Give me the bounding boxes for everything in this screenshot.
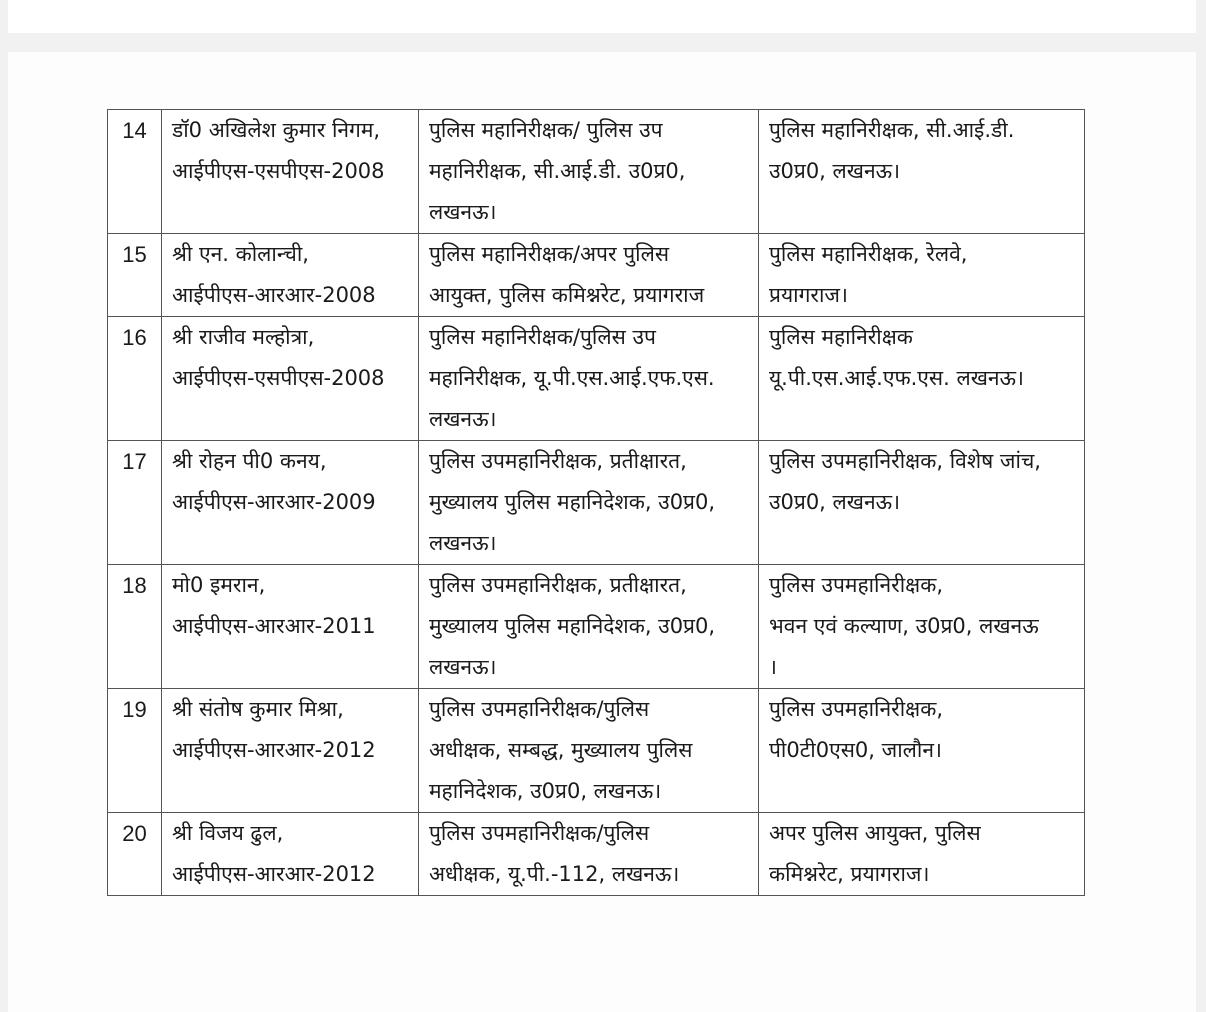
officer-name: श्री राजीव मल्होत्रा, bbox=[172, 325, 315, 349]
current-posting-line: महानिदेशक, उ0प्र0, लखनऊ। bbox=[429, 779, 662, 803]
officer-name: श्री विजय ढुल, bbox=[172, 821, 284, 845]
current-posting-line: लखनऊ। bbox=[429, 200, 497, 224]
officer-name-cell bbox=[162, 813, 419, 896]
new-posting-line: । bbox=[769, 655, 777, 679]
current-posting-line: पुलिस महानिरीक्षक/पुलिस उप bbox=[429, 325, 656, 349]
table-row bbox=[108, 813, 1085, 896]
current-posting-cell bbox=[419, 441, 759, 565]
officer-name-cell bbox=[162, 317, 419, 441]
new-posting-cell bbox=[759, 110, 1085, 234]
table-row bbox=[108, 234, 1085, 317]
serial-number: 20 bbox=[108, 813, 162, 896]
new-posting-line: पुलिस महानिरीक्षक bbox=[769, 325, 913, 349]
serial-number: 16 bbox=[108, 317, 162, 441]
officer-name: श्री संतोष कुमार मिश्रा, bbox=[172, 697, 344, 721]
table-row bbox=[108, 689, 1085, 813]
serial-number: 19 bbox=[108, 689, 162, 813]
table-row bbox=[108, 441, 1085, 565]
current-posting-line: अधीक्षक, सम्बद्ध, मुख्यालय पुलिस bbox=[429, 738, 693, 762]
new-posting-line: पुलिस उपमहानिरीक्षक, bbox=[769, 697, 944, 721]
current-posting-line: अधीक्षक, यू.पी.-112, लखनऊ। bbox=[429, 862, 680, 886]
officer-name-cell bbox=[162, 234, 419, 317]
officer-name-cell bbox=[162, 110, 419, 234]
new-posting-line: अपर पुलिस आयुक्त, पुलिस bbox=[769, 821, 981, 845]
current-posting-cell bbox=[419, 234, 759, 317]
new-posting-line: पी0टी0एस0, जालौन। bbox=[769, 738, 942, 762]
serial-number: 14 bbox=[108, 110, 162, 234]
new-posting-cell bbox=[759, 234, 1085, 317]
current-posting-line: आयुक्त, पुलिस कमिश्नरेट, प्रयागराज bbox=[429, 283, 705, 307]
current-posting-line: पुलिस उपमहानिरीक्षक, प्रतीक्षारत, bbox=[429, 573, 687, 597]
current-posting-line: पुलिस उपमहानिरीक्षक, प्रतीक्षारत, bbox=[429, 449, 687, 473]
current-posting-line: मुख्यालय पुलिस महानिदेशक, उ0प्र0, bbox=[429, 614, 716, 638]
officer-batch: आईपीएस-आरआर-2012 bbox=[172, 738, 376, 762]
current-posting-cell bbox=[419, 565, 759, 689]
officer-batch: आईपीएस-आरआर-2011 bbox=[172, 614, 376, 638]
table-row bbox=[108, 565, 1085, 689]
officer-name-cell bbox=[162, 565, 419, 689]
officer-batch: आईपीएस-एसपीएस-2008 bbox=[172, 159, 385, 183]
officer-batch: आईपीएस-आरआर-2009 bbox=[172, 490, 376, 514]
current-posting-line: पुलिस उपमहानिरीक्षक/पुलिस bbox=[429, 697, 650, 721]
current-posting-cell bbox=[419, 110, 759, 234]
new-posting-cell bbox=[759, 317, 1085, 441]
officer-name: डॉ0 अखिलेश कुमार निगम, bbox=[172, 118, 381, 142]
officer-name: मो0 इमरान, bbox=[172, 573, 266, 597]
current-posting-cell bbox=[419, 689, 759, 813]
officer-batch: आईपीएस-आरआर-2008 bbox=[172, 283, 376, 307]
serial-number: 15 bbox=[108, 234, 162, 317]
current-posting-cell bbox=[419, 317, 759, 441]
officer-name: श्री एन. कोलान्ची, bbox=[172, 242, 309, 266]
new-posting-line: पुलिस उपमहानिरीक्षक, विशेष जांच, bbox=[769, 449, 1041, 473]
current-posting-cell bbox=[419, 813, 759, 896]
table-row bbox=[108, 317, 1085, 441]
new-posting-line: उ0प्र0, लखनऊ। bbox=[769, 159, 901, 183]
new-posting-cell bbox=[759, 565, 1085, 689]
officer-batch: आईपीएस-आरआर-2012 bbox=[172, 862, 376, 886]
table-row bbox=[108, 110, 1085, 234]
officer-name: श्री रोहन पी0 कनय, bbox=[172, 449, 327, 473]
new-posting-line: उ0प्र0, लखनऊ। bbox=[769, 490, 901, 514]
serial-number: 18 bbox=[108, 565, 162, 689]
new-posting-cell bbox=[759, 813, 1085, 896]
current-posting-line: लखनऊ। bbox=[429, 531, 497, 555]
new-posting-line: कमिश्नरेट, प्रयागराज। bbox=[769, 862, 930, 886]
new-posting-line: पुलिस उपमहानिरीक्षक, bbox=[769, 573, 944, 597]
current-posting-line: लखनऊ। bbox=[429, 407, 497, 431]
serial-number: 17 bbox=[108, 441, 162, 565]
current-posting-line: महानिरीक्षक, सी.आई.डी. उ0प्र0, bbox=[429, 159, 686, 183]
officer-batch: आईपीएस-एसपीएस-2008 bbox=[172, 366, 385, 390]
new-posting-line: प्रयागराज। bbox=[769, 283, 848, 307]
transfer-table bbox=[107, 109, 1085, 896]
current-posting-line: पुलिस महानिरीक्षक/अपर पुलिस bbox=[429, 242, 670, 266]
current-posting-line: पुलिस उपमहानिरीक्षक/पुलिस bbox=[429, 821, 650, 845]
officer-name-cell bbox=[162, 689, 419, 813]
new-posting-line: पुलिस महानिरीक्षक, सी.आई.डी. bbox=[769, 118, 1015, 142]
new-posting-cell bbox=[759, 441, 1085, 565]
current-posting-line: मुख्यालय पुलिस महानिदेशक, उ0प्र0, bbox=[429, 490, 716, 514]
current-posting-line: लखनऊ। bbox=[429, 655, 497, 679]
new-posting-line: पुलिस महानिरीक्षक, रेलवे, bbox=[769, 242, 968, 266]
current-posting-line: महानिरीक्षक, यू.पी.एस.आई.एफ.एस. bbox=[429, 366, 715, 390]
previous-page-card bbox=[8, 0, 1196, 33]
current-posting-line: पुलिस महानिरीक्षक/ पुलिस उप bbox=[429, 118, 663, 142]
new-posting-line: यू.पी.एस.आई.एफ.एस. लखनऊ। bbox=[769, 366, 1024, 390]
new-posting-cell bbox=[759, 689, 1085, 813]
new-posting-line: भवन एवं कल्याण, उ0प्र0, लखनऊ bbox=[769, 614, 1039, 638]
officer-name-cell bbox=[162, 441, 419, 565]
